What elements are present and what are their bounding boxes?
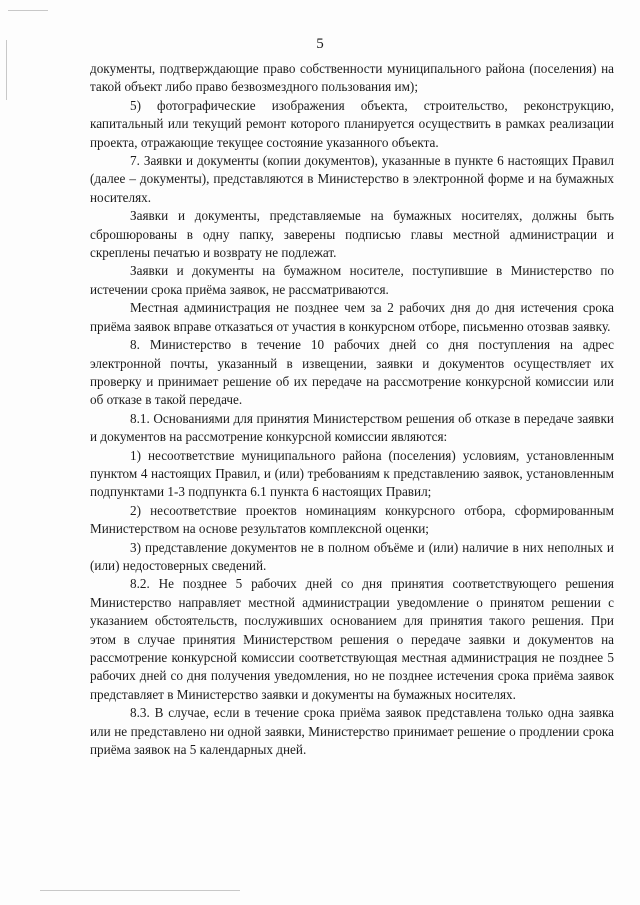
paragraph-7-paper: Заявки и документы, представляемые на бумажных носителях, должны быть сброшюрованы в одну папку, заверены подписью главы местной администрации и скреплены печатью и возврату не подлежат. <box>90 208 614 261</box>
document-body <box>90 60 614 759</box>
paragraph-8-1-item-1: 1) несоответствие муниципального района (поселения) условиям, установленным пунктом 4 настоящих Правил, и (или) требованиям к представлению заявок, установленным подпунктами 1-3 подпункта 6.1 пункта 6 настоящих Правил; <box>90 447 614 500</box>
page-number: 5 <box>316 36 324 52</box>
scan-artifact-top-left <box>8 10 48 11</box>
paragraph-8-1-item-2: 2) несоответствие проектов номинациям конкурсного отбора, сформированным Министерством на основе результатов комплексной оценки; <box>90 502 614 537</box>
paragraph-item-5: 5) фотографические изображения объекта, строительство, реконструкцию, капитальный или текущий ремонт которого планируется осуществить в рамках реализации проекта, отражающие текущее состояние указанного объекта. <box>90 97 614 150</box>
paragraph-7-withdraw: Местная администрация не позднее чем за 2 рабочих дня до дня истечения срока приёма заявок вправе отказаться от участия в конкурсном отборе, письменно отозвав заявку. <box>90 300 614 334</box>
paragraph-8-1: 8.1. Основаниями для принятия Министерством решения об отказе в передаче заявки и документов на рассмотрение конкурсной комиссии являются: <box>90 410 614 445</box>
paragraph-8: 8. Министерство в течение 10 рабочих дней со дня поступления на адрес электронной почты, указанный в извещении, заявки и документов осуществляет их проверку и принимает решение об их передаче на рассмотрение конкурсной комиссии или об отказе в такой передаче. <box>90 337 614 408</box>
paragraph-7: 7. Заявки и документы (копии документов), указанные в пункте 6 настоящих Правил (далее – документы), представляются в Министерство в электронной форме и на бумажных носителях. <box>90 153 614 205</box>
paragraph-8-3: 8.3. В случае, если в течение срока приёма заявок представлена только одна заявка или не представлено ни одной заявки, Министерство принимает решение о продлении срока приёма заявок на 5 календарных дней. <box>90 705 614 758</box>
scan-artifact-bottom <box>40 890 240 891</box>
paragraph-8-2: 8.2. Не позднее 5 рабочих дней со дня принятия соответствующего решения Министерство направляет местной администрации уведомление о принятом решении с указанием обстоятельств, послуживших основанием для принятия такого решения. При этом в случае принятия Министерством решения о передаче заявки и документов на рассмотрение конкурсной комиссии соответствующая местная администрация не позднее 5 рабочих дней со дня получения уведомления, но не позднее истечения срока приёма заявок представляет в Министерство заявки и документы на бумажных носителях. <box>90 576 614 702</box>
paragraph-continuation: документы, подтверждающие право собственности муниципального района (поселения) на такой объект либо право безвозмездного пользования им); <box>90 61 614 95</box>
paragraph-8-1-item-3: 3) представление документов не в полном объёме и (или) наличие в них неполных и (или) недостоверных сведений. <box>90 539 614 573</box>
paragraph-7-late: Заявки и документы на бумажном носителе, поступившие в Министерство по истечении срока приёма заявок, не рассматриваются. <box>90 263 614 297</box>
